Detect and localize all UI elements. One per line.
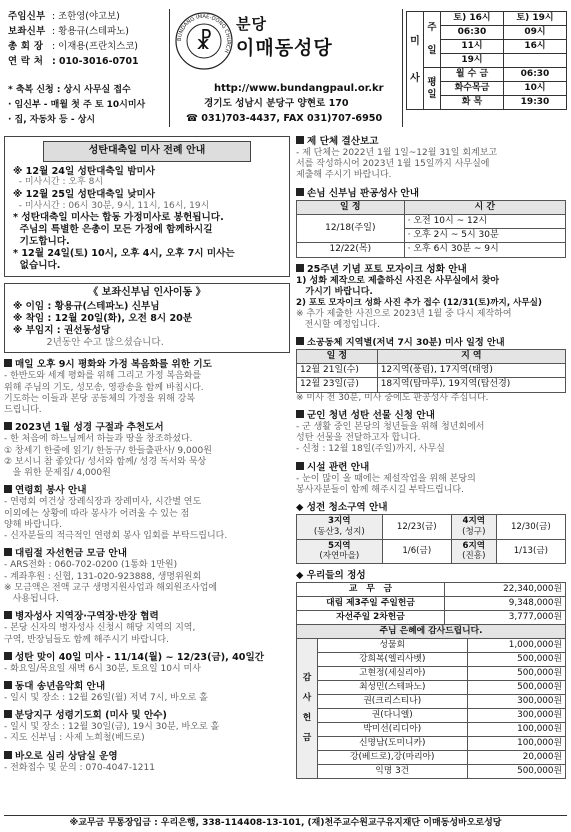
left-sections <box>4 359 290 774</box>
staff-row: 주임신부 : 조한영(야고보) <box>8 11 120 22</box>
donor-row: 고현정(세실리아) 500,000원 <box>297 666 566 680</box>
donor-row: 최성민(스테파노) 500,000원 <box>297 680 566 694</box>
square-bullet-icon <box>4 751 12 759</box>
notice-section <box>4 422 290 479</box>
diamond-icon: ◆ <box>296 570 307 582</box>
notice-line: 기도하는 이들과 본당 공동체의 가정을 위해 강복 <box>4 393 196 404</box>
notice-line: 드립니다. <box>4 405 42 416</box>
notice-line: 이외에는 상황에 따라 봉사가 어려울 수 있는 점 <box>4 508 190 519</box>
mass-side-label: 미 사 <box>407 12 424 110</box>
square-bullet-icon <box>296 462 304 470</box>
notice-title: 2023년 1월 성경 구절과 추천도서 <box>15 422 164 434</box>
photo-section: 25주년 기념 포토 모자이크 성화 안내 1) 성화 제작으로 제출하신 사진은 사무실에서 찾아 가시기 바랍니다. 2) 포토 모자이크 성화 사진 추가 접수 (12/31(토)까지, 사무실) ※ 추가 제출한 사진으로 2023년 1월 중 다시 제작하여 전시할 예정입니다. <box>296 263 542 331</box>
sunday-label: 주 일 <box>424 12 441 68</box>
notice-line: 양해 바랍니다. <box>4 519 62 530</box>
christmas-heading: 성탄대축일 미사 전례 안내 <box>43 141 251 162</box>
square-bullet-icon <box>296 337 304 345</box>
christmas-box <box>4 136 290 277</box>
notice-line: - 신자분들의 적극적인 연령회 봉사 입회를 부탁드립니다. <box>4 531 228 542</box>
cleaning-table: 3지역 (동산3, 성지) 12/23(금) 4지역 (청구) 12/30(금) 5지역 (자연마을) 1/6(금) 6지역 (진흥) 1/13(금) <box>296 514 566 564</box>
notice-section <box>4 710 290 744</box>
notice-line: - 한 처음에 하느님께서 하늘과 땅을 창조하셨다. <box>4 434 193 445</box>
offering-totals-table: 교 무 금 22,340,000원 대림 제3주일 주일헌금 9,348,000원 자선주일 2차헌금 3,777,000원 <box>296 582 566 625</box>
church-title-small: 분당 <box>236 15 267 33</box>
settle-section: 제 단체 결산보고 - 제 단체는 2022년 1월 1일~12월 31일 회계보고 서를 작성하시어 2023년 1월 15일까지 사무실에 제출해 주시기 바랍니다. <box>296 136 498 181</box>
confession-table: 일 정 시 간 12/18(주일) · 오전 10시 ~ 12시 · 오후 2시 ~ 5시 30분 12/22(목) · 오후 6시 30분 ~ 9시 <box>296 200 566 258</box>
donor-row: 권(다니엘) 300,000원 <box>297 708 566 722</box>
notice-line: - 계좌후원 : 신협, 131-020-923888, 생명위원회 <box>4 571 202 582</box>
christmas-line: ※ 12월 24일 성탄대축일 밤미사 <box>13 165 156 177</box>
staff-list <box>8 9 166 69</box>
square-bullet-icon <box>296 136 304 144</box>
donor-table: 주님 은혜에 감사드립니다. 감 사 헌 금 성물회 1,000,000원 강희복(엘리사벳) 500,000원 고현정(세실리아) 500,000원 최성민(스테파노) 500,000원 권(크리스티나) 300,000원 권(다니엘) 300,000원 박미선(리디아) 100,000원 신명남(도미니카) 100,000원 강(베드로),강(마리아) 20,000원 익명 3건 500,000원 <box>296 624 566 779</box>
square-bullet-icon <box>4 548 12 556</box>
square-bullet-icon <box>4 485 12 493</box>
square-bullet-icon <box>4 611 12 619</box>
notice-section <box>4 652 290 675</box>
notice-line: - 한반도와 세계 평화를 위해 그리고 가정 복음화를 <box>4 371 202 382</box>
donor-row: 익명 3건 500,000원 <box>297 764 566 778</box>
square-bullet-icon <box>4 422 12 430</box>
notice-line: ① 창세기 한줄에 읽기/ 한동구/ 한들출판사/ 9,000원 <box>4 445 212 456</box>
mass-schedule-table: 미 사 주 일 토) 16시 토) 19시 06:30 09시 11시 16시 19시 평 일 월 수 금 06:30 화수목금 10시 화 목 19:30 <box>406 11 567 110</box>
donor-row: 신명남(도미니카) 100,000원 <box>297 736 566 750</box>
christmas-line: - 미사시간 : 오후 8시 <box>13 177 104 188</box>
notice-section <box>4 359 290 416</box>
notice-section <box>4 751 290 774</box>
donor-row: 강(베드로),강(마리아) 20,000원 <box>297 750 566 764</box>
christmas-line: 없습니다. <box>13 259 61 271</box>
christmas-line: * 12월 24일(토) 10시, 오후 4시, 오후 7시 미사는 <box>13 247 235 259</box>
notice-title: 연령회 봉사 안내 <box>15 485 87 497</box>
donor-row: 감 사 헌 금 성물회 1,000,000원 <box>297 639 566 653</box>
square-bullet-icon <box>4 710 12 718</box>
small-community-section: 소공동체 지역별(저녁 7시 30분) 미사 일정 안내 일 정 지 역 12월 21일(수) 12지역(풍림), 17지역(태영) 12월 23일(금) 18지역(탑마루), 19지역(탑선경) ※ 미사 전 30분, 미사 중에도 판공성사 주십니다. <box>296 337 566 404</box>
offering-section: ◆ 우리들의 정성 교 무 금 22,340,000원 대림 제3주일 주일헌금 9,348,000원 자선주일 2차헌금 3,777,000원 주님 은혜에 감사드립니다. 감 사 헌 금 성물회 1,000,000원 강희복(엘리사벳) 500,000원 고현정(세실리아) 500,000원 최성민(스테파노) 500,000원 권(크리스티나) 300,000원 권(다니엘) 300,000원 박미선(리디아) 100,000원 신명남(도미니카) 100,000원 강(베드로),강(마리아) 20,000원 익명 3건 500,000원 <box>296 570 566 779</box>
square-bullet-icon <box>296 264 304 272</box>
header <box>4 5 567 128</box>
cleaning-section: ◆ 성전 청소구역 안내 3지역 (동산3, 성지) 12/23(금) 4지역 (청구) 12/30(금) 5지역 (자연마을) 1/6(금) 6지역 (진흥) 1/13(금) <box>296 502 566 564</box>
notice-line: - 일시 및 장소 : 12월 30일(금), 19시 30분, 바오로 홀 <box>4 722 220 733</box>
notice-line: - 일시 및 장소 : 12월 26일(월) 저녁 7시, 바오로 홀 <box>4 692 208 703</box>
greeting-box: 《 보좌신부님 인사이동 》 ※ 이임 : 황용규(스테파노) 신부님 ※ 착임 : 12월 20일(화), 오전 8시 20분 ※ 부임지 : 권선동성당 2년동안 수고 많으셨습니다. <box>4 283 290 353</box>
donor-row: 권(크리스티나) 300,000원 <box>297 694 566 708</box>
donor-row: 박미선(리디아) 100,000원 <box>297 722 566 736</box>
notice-title: 병자성사 지역장·구역장·반장 협력 <box>15 611 159 623</box>
christmas-line: 기도합니다. <box>13 235 70 247</box>
christmas-line: ※ 12월 25일 성탄대축일 낮미사 <box>13 188 156 200</box>
notice-line: 구역, 반장님들도 함께 해주시기 바랍니다. <box>4 634 169 645</box>
notice-line: 사용됩니다. <box>4 594 59 605</box>
notice-line: ② 보시니 참 좋았다/ 성서와 함께/ 성경 독서와 묵상 <box>4 456 207 467</box>
notice-title: 매일 오후 9시 평화와 가정 복음화를 위한 기도 <box>15 359 212 371</box>
diamond-icon: ◆ <box>296 502 307 514</box>
notice-title: 성탄 맞이 40일 미사 - 11/14(월) ~ 12/23(금), 40일간 <box>15 651 264 663</box>
notice-title: 대림절 자선헌금 모금 안내 <box>15 548 127 560</box>
christmas-lines <box>13 166 281 272</box>
notice-line: 을 위한 문제집/ 4,000원 <box>4 468 111 479</box>
church-title: 이매동성당 <box>236 37 333 59</box>
confession-section: 손님 신부님 판공성사 안내 일 정 시 간 12/18(주일) · 오전 10시 ~ 12시 · 오후 2시 ~ 5시 30분 12/22(목) · 오후 6시 30분 ~ 9시 <box>296 188 566 258</box>
notice-section <box>4 611 290 645</box>
thanks-side-label: 감 사 헌 금 <box>297 639 318 779</box>
notice-line: - 화요일/목요일 새벽 6시 30분, 토요일 10시 미사 <box>4 663 201 674</box>
greeting-heading: 《 보좌신부님 인사이동 》 <box>88 286 206 298</box>
divider <box>402 9 403 127</box>
small-community-table: 일 정 지 역 12월 21일(수) 12지역(풍림), 17지역(태영) 12월 23일(금) 18지역(탑마루), 19지역(탑선경) <box>296 349 566 393</box>
divider <box>169 9 170 127</box>
blessing-info: * 축복 신청 : 상시 사무실 접수 · 임신부 - 매월 첫 주 토 10시미사 · 집, 자동차 등 - 상시 <box>8 85 146 125</box>
footer: ※교무금 무통장입금 : 우리은행, 338-114408-13-101, (재)천주교수원교구유지재단 이매동성바오로성당 <box>4 815 567 829</box>
notice-title: 동대 송년음악회 안내 <box>15 680 106 692</box>
staff-row: 총 회 장 : 이재용(프란치스코) <box>8 41 138 52</box>
notice-line: - 본당 신자의 병자성사 신청시 해당 지역의 지역, <box>4 623 196 634</box>
church-url[interactable]: http://www.bundangpaul.or.kr <box>214 83 384 94</box>
soldier-section: 군인 청년 성탄 선물 신청 안내 - 군 생활 중인 본당의 청년들을 위해 청년회에서 성탄 선물을 전달하고자 합니다. - 신청 : 12월 18일(주일)까지, 사무실 <box>296 409 485 455</box>
notice-section <box>4 548 290 605</box>
staff-row: 보좌신부 : 황용규(스테파노) <box>8 26 129 37</box>
christmas-line: * 성탄대축일 미사는 합동 가정미사로 봉헌됩니다. <box>13 211 224 223</box>
facility-section: 시설 관련 안내 - 눈이 많이 올 때에는 제설작업을 위해 본당의 봉사자분들이 함께 해주시길 부탁드립니다. <box>296 461 476 495</box>
logo-mark: ☧ <box>195 30 213 55</box>
notice-line: - 지도 신부님 : 사제 노희철(베드로) <box>4 733 145 744</box>
church-address: 경기도 성남시 분당구 양현로 170 <box>204 98 349 109</box>
donor-row: 강희복(엘리사벳) 500,000원 <box>297 652 566 666</box>
square-bullet-icon <box>296 188 304 196</box>
notice-line: - 연령회 여건상 장례식장과 장례미사, 시간별 연도 <box>4 497 202 508</box>
left-column <box>4 136 290 774</box>
church-logo <box>174 11 234 71</box>
christmas-line: - 미사시간 : 06시 30분, 9시, 11시, 16시, 19시 <box>13 200 210 211</box>
square-bullet-icon <box>4 652 12 660</box>
square-bullet-icon <box>296 410 304 418</box>
christmas-line: 주님의 특별한 은총이 모든 가정에 함께하시길 <box>13 223 213 235</box>
church-phone: ☎ 031)703-4437, FAX 031)707-6950 <box>186 113 383 124</box>
notice-title: 분당지구 성령기도회 (미사 및 안수) <box>15 710 167 722</box>
notice-title: 바오로 심리 상담실 운영 <box>15 750 118 762</box>
logo-ring-text: BUNDANG IMAE-DONG CHURCH <box>176 13 232 54</box>
staff-row: 연 락 처 : 010-3016-0701 <box>8 56 139 67</box>
weekday-label: 평 일 <box>424 68 441 110</box>
square-bullet-icon <box>4 359 12 367</box>
notice-line: ※ 모금액은 전액 교구 생명지원사업과 해외원조사업에 <box>4 582 218 593</box>
notice-line: - 전화접수 및 문의 : 070-4047-1211 <box>4 762 155 773</box>
notice-section <box>4 485 290 542</box>
right-column <box>296 136 566 779</box>
square-bullet-icon <box>4 681 12 689</box>
notice-section <box>4 681 290 704</box>
notice-line: - ARS전화 : 060-702-0200 (1통화 1만원) <box>4 560 178 571</box>
notice-line: 위해 주님의 기도, 성모송, 영광송을 함께 바칩시다. <box>4 382 204 393</box>
